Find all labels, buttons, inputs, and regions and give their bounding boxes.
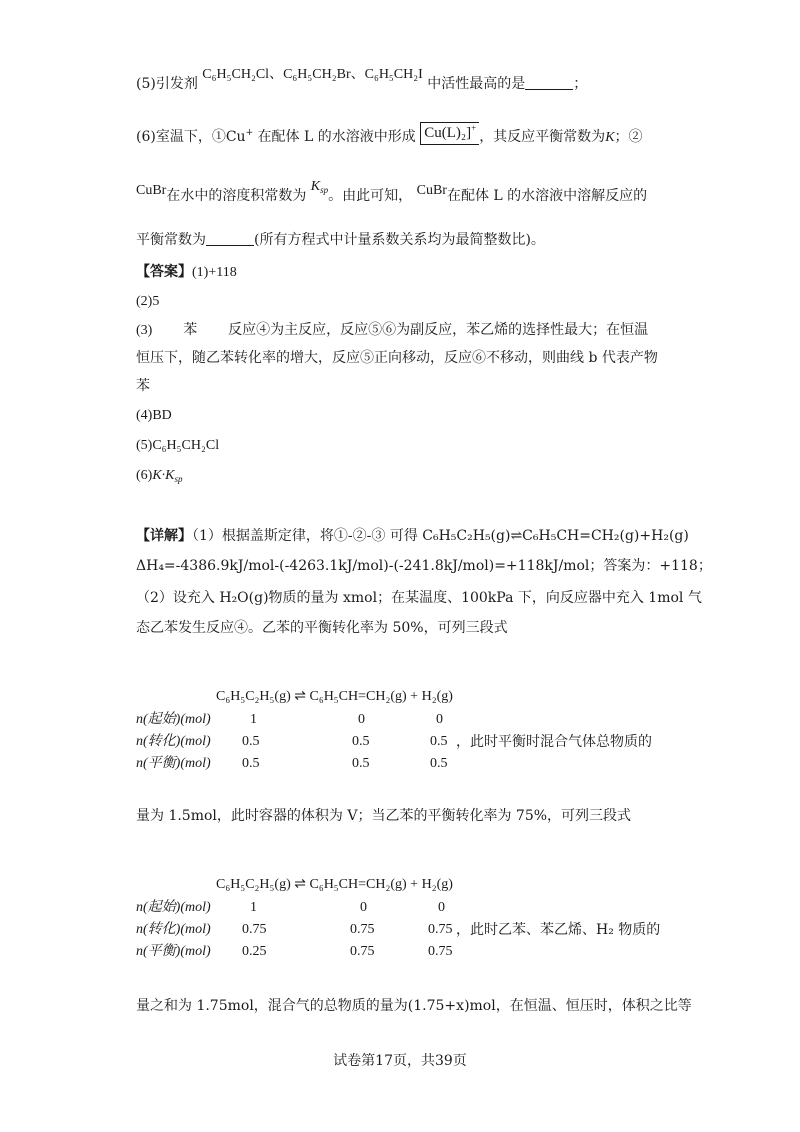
- answer-6-prefix: (6): [136, 468, 153, 483]
- detail-line-6: 量之和为 1.75mol，混合气的总物质的量为(1.75+x)mol，在恒温、恒压时，体积之比等: [136, 998, 692, 1014]
- answer-3-line-3: 苯: [136, 378, 150, 394]
- q5-line: [136, 67, 588, 95]
- row-label: n(起始)(mol): [136, 712, 211, 727]
- cell: 0: [438, 900, 445, 915]
- q6-text-i: (所有方程式中计量系数关系均为最简整数比)。: [254, 232, 545, 248]
- cell: 0.5: [430, 734, 448, 749]
- detail-line-2: ΔH₄=-4386.9kJ/mol-(-4263.1kJ/mol)-(-241.8kJ/mol)=+118kJ/mol；答案为：+118；: [136, 558, 712, 574]
- q6-blank: [206, 231, 254, 246]
- detail-tag: 【详解】: [136, 528, 192, 544]
- detail-line-4: 态乙苯发生反应④。乙苯的平衡转化率为 50%，可列三段式: [136, 620, 508, 636]
- answer-6-k: K·K: [152, 468, 175, 483]
- row-label: n(起始)(mol): [136, 900, 211, 915]
- page-footer: 试卷第17页，共39页: [333, 1053, 467, 1069]
- row-label: n(平衡)(mol): [136, 944, 211, 959]
- table1-equation: C₆H₅C₂H₅(g) ⇌ C₆H₅CH=CH₂(g) + H₂(g): [216, 689, 453, 704]
- q5-compounds: C₆H₅CH₂Cl、C₆H₅CH₂Br、C₆H₅CH₂I: [202, 67, 423, 82]
- q6-K: K: [605, 130, 615, 145]
- q6-text-a: (6)室温下，①Cu: [136, 129, 246, 145]
- table2-note: ，此时乙苯、苯乙烯、H₂ 物质的: [456, 922, 661, 938]
- q6-text-e: 在水中的溶度积常数为: [166, 188, 307, 204]
- cell: 0.5: [430, 756, 448, 771]
- answer-4: (4)BD: [136, 408, 172, 423]
- cubr-2: CuBr: [416, 183, 447, 198]
- q5-suffix: 中活性最高的是: [427, 76, 526, 92]
- answer-3-text-1: 反应④为主反应，反应⑤⑥为副反应，苯乙烯的选择性最大；在恒温: [228, 322, 649, 338]
- cell: 0.5: [352, 756, 370, 771]
- q5-blank: [525, 75, 573, 90]
- row-label: n(平衡)(mol): [136, 756, 211, 771]
- cell: 0.5: [242, 756, 260, 771]
- cell: 0.5: [352, 734, 370, 749]
- cell: 0.25: [242, 944, 267, 959]
- ksp-sub: sp: [320, 185, 329, 195]
- q6-line-2: [136, 179, 648, 207]
- answer-6-sub: sp: [174, 474, 183, 484]
- ksp-symbol: [311, 179, 328, 194]
- q6-text-c: ，其反应平衡常数为: [479, 129, 606, 145]
- q6-text-f: 。由此可知，: [328, 188, 413, 204]
- cell: 1: [250, 900, 257, 915]
- answer-5: (5)C₆H₅CH₂Cl: [136, 438, 220, 453]
- answer-line-1: [136, 262, 237, 283]
- detail-line-1: [136, 526, 689, 546]
- cell: 0.75: [242, 922, 267, 937]
- answer-3-word: 苯: [183, 322, 198, 338]
- cell: 0.75: [350, 944, 375, 959]
- q6-line-3: [136, 230, 545, 250]
- cubr-1: CuBr: [136, 183, 167, 198]
- row-label: n(转化)(mol): [136, 922, 211, 937]
- q5-prefix: (5)引发剂: [136, 76, 198, 92]
- q6-text-h: 平衡常数为: [136, 232, 206, 248]
- table2-equation: C₆H₅C₂H₅(g) ⇌ C₆H₅CH=CH₂(g) + H₂(g): [216, 877, 453, 892]
- q6-text-d: ；②: [614, 129, 643, 145]
- q6-line-1: (6)室温下，①Cu+ 在配体 L 的水溶液中形成 Cu(L)₂]+，其反应平衡常数为K；②: [136, 123, 643, 145]
- complex-formula: Cu(L)₂]+: [420, 122, 479, 145]
- detail-line-5: 量为 1.5mol，此时容器的体积为 V；当乙苯的平衡转化率为 75%，可列三段式: [136, 808, 632, 824]
- q6-text-b: 在配体 L 的水溶液中形成: [257, 129, 416, 145]
- answer-3-line-2: 恒压下，随乙苯转化率的增大，反应⑤正向移动，反应⑥不移动，则曲线 b 代表产物: [136, 350, 658, 366]
- cell: 0.75: [428, 922, 453, 937]
- detail-text-1: （1）根据盖斯定律，将①-②-③ 可得 C₆H₅C₂H₅(g)⇌C₆H₅CH=CH₂(g)+H₂(g): [192, 528, 689, 544]
- table1-note: ，此时平衡时混合气体总物质的: [456, 734, 652, 750]
- cell: 0: [436, 712, 443, 727]
- answer-tag: 【答案】: [136, 264, 192, 280]
- ksp-k: K: [310, 179, 321, 194]
- answer-1: (1)+118: [192, 265, 237, 280]
- cell: 0: [360, 900, 367, 915]
- cell: 0.75: [428, 944, 453, 959]
- answer-6: [136, 466, 183, 486]
- cell: 0.75: [350, 922, 375, 937]
- q5-end: ；: [573, 76, 588, 92]
- q6-text-g: 在配体 L 的水溶液中溶解反应的: [446, 188, 648, 204]
- detail-line-3: （2）设充入 H₂O(g)物质的量为 xmol；在某温度、100kPa 下，向反应器中充入 1mol 气: [136, 590, 702, 606]
- cell: 1: [250, 712, 257, 727]
- row-label: n(转化)(mol): [136, 734, 211, 749]
- answer-3-line-1: [136, 320, 648, 341]
- answer-3-num: (3): [136, 323, 153, 338]
- cell: 0.5: [242, 734, 260, 749]
- answer-2: (2)5: [136, 294, 160, 309]
- complex-text: Cu(L)₂: [424, 125, 467, 141]
- cell: 0: [358, 712, 365, 727]
